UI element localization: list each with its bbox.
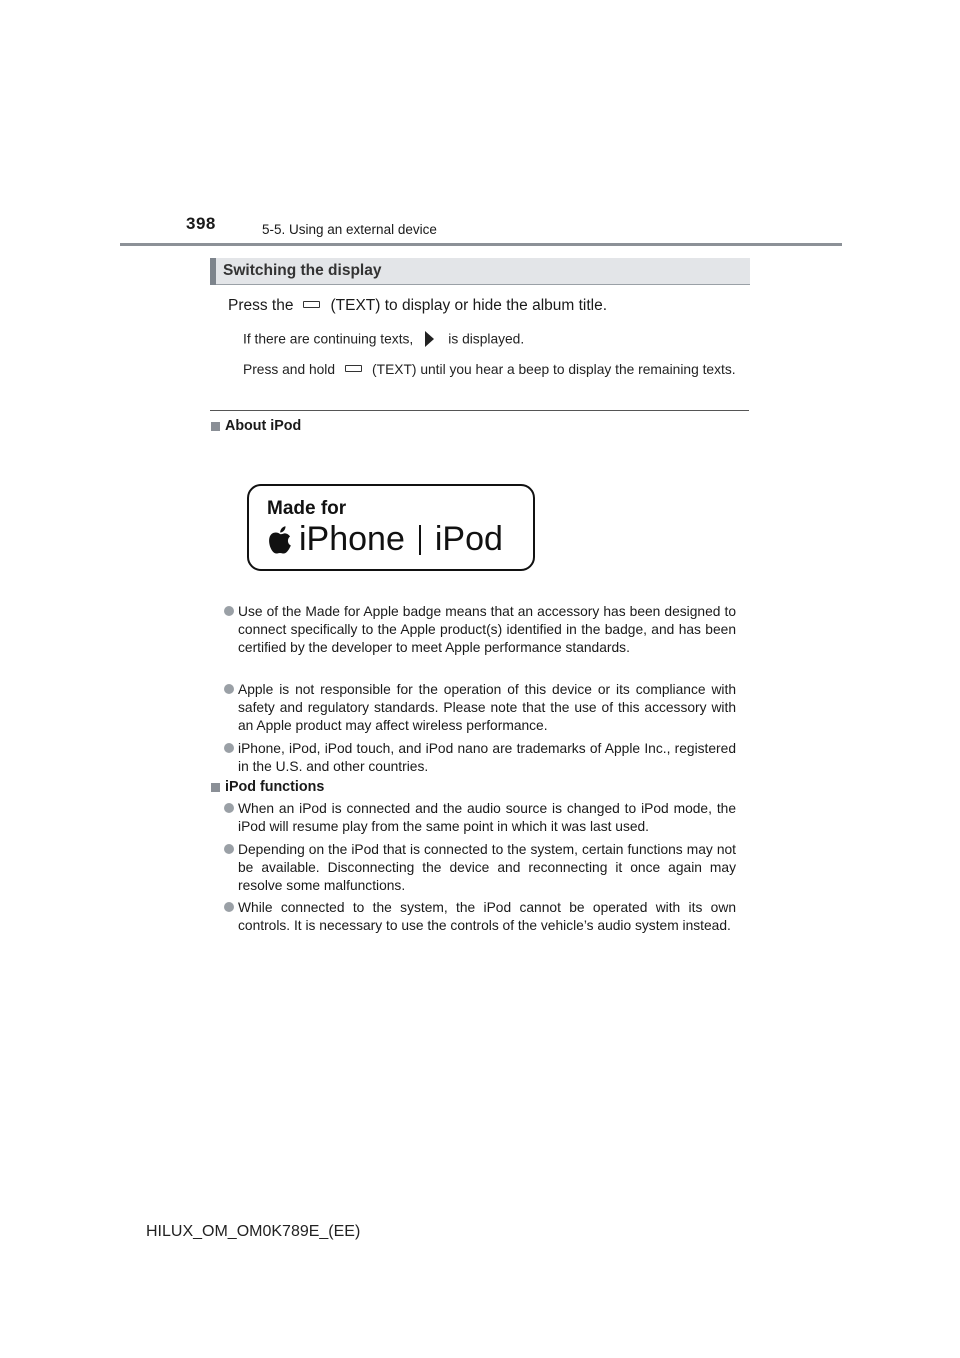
bullet-text: When an iPod is connected and the audio source is changed to iPod mode, the iPod will resume play from the same point in which it was last used. — [238, 801, 736, 835]
note2-after: (TEXT) until you hear a beep to display the remaining texts. — [372, 362, 736, 377]
page-number: 398 — [186, 214, 216, 233]
heading-text: Switching the display — [223, 262, 382, 279]
about-ipod-heading — [211, 418, 511, 438]
text-button-icon — [345, 365, 362, 372]
badge-made-for: Made for — [267, 498, 347, 519]
about-bullet-2 — [224, 681, 736, 736]
instruction-text-before: Press the — [228, 297, 294, 314]
switching-instruction — [228, 297, 607, 315]
note2-before: Press and hold — [243, 362, 336, 377]
circle-bullet-icon — [224, 902, 234, 912]
continue-arrow-icon — [425, 331, 434, 347]
apple-logo-icon — [267, 525, 293, 555]
bullet-text: Apple is not responsible for the operation of this device or its compliance with safety and regulatory standards. Please note that the use of this accessory with an Apple product may affect wireless performance. — [238, 682, 736, 734]
functions-bullet-3 — [224, 899, 736, 935]
bullet-text: While connected to the system, the iPod cannot be operated with its own controls. It is necessary to use the controls of the vehicle’s audio system instead. — [238, 900, 736, 934]
section-divider — [210, 410, 749, 411]
switching-display-heading — [210, 258, 750, 285]
text-button-icon — [303, 301, 320, 308]
continuing-texts-note — [243, 331, 524, 349]
made-for-iphone-ipod-badge — [247, 484, 535, 571]
badge-iphone-label: iPhone — [299, 520, 405, 558]
bullet-text: iPhone, iPod, iPod touch, and iPod nano are trademarks of Apple Inc., registered in the U.S. and other countries. — [238, 741, 736, 775]
about-bullet-3 — [224, 740, 736, 776]
press-and-hold-note — [243, 360, 745, 379]
header-rule — [120, 243, 842, 246]
circle-bullet-icon — [224, 803, 234, 813]
circle-bullet-icon — [224, 743, 234, 753]
square-bullet-icon — [211, 783, 220, 792]
badge-ipod-label: iPod — [434, 520, 503, 558]
ipod-functions-label: iPod functions — [225, 779, 325, 795]
section-title: 5-5. Using an external device — [262, 222, 437, 237]
square-bullet-icon — [211, 422, 220, 431]
bullet-text: Depending on the iPod that is connected to the system, certain functions may not be available. Disconnecting the device and reconnecting it once again may resolve some malfunctions. — [238, 842, 736, 894]
circle-bullet-icon — [224, 606, 234, 616]
functions-bullet-1 — [224, 800, 736, 836]
note1-before: If there are continuing texts, — [243, 331, 414, 347]
badge-separator — [419, 525, 421, 555]
bullet-text: Use of the Made for Apple badge means that an accessory has been designed to connect specifically to the Apple product(s) identified in the badge, and has been certified by the developer to meet Apple performance standards. — [238, 604, 736, 656]
badge-products — [267, 520, 503, 559]
circle-bullet-icon — [224, 684, 234, 694]
circle-bullet-icon — [224, 844, 234, 854]
ipod-functions-heading — [211, 779, 511, 799]
instruction-text-after: (TEXT) to display or hide the album title. — [330, 297, 608, 314]
functions-bullet-2 — [224, 841, 736, 896]
heading-accent-bar — [210, 258, 216, 285]
about-bullet-1 — [224, 603, 736, 658]
about-ipod-label: About iPod — [225, 418, 302, 434]
note1-after: is displayed. — [448, 331, 525, 347]
document-code: HILUX_OM_OM0K789E_(EE) — [146, 1223, 361, 1240]
